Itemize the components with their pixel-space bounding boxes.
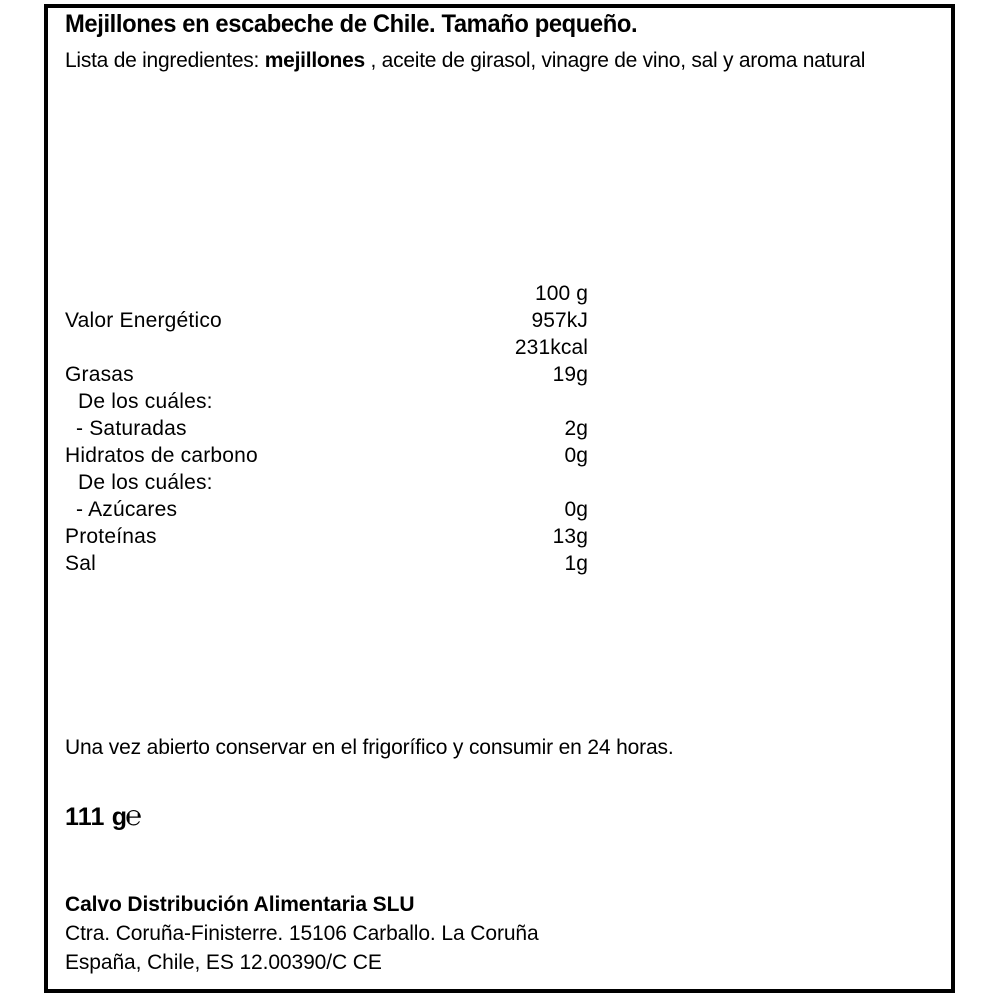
nutrition-value-protein: 13g — [552, 525, 588, 548]
nutrition-table — [48, 282, 951, 579]
table-row — [48, 390, 951, 417]
table-row — [48, 363, 951, 390]
nutrition-label-salt: Sal — [65, 552, 96, 575]
table-row — [48, 417, 951, 444]
nutrition-label-energy: Valor Energético — [65, 309, 222, 332]
product-title: Mejillones en escabeche de Chile. Tamaño pequeño. — [65, 10, 638, 38]
storage-instructions: Una vez abierto conservar en el frigorífico y consumir en 24 horas. — [65, 736, 674, 759]
nutrition-header-row — [48, 282, 951, 309]
ingredients-list — [65, 46, 927, 75]
table-row — [48, 444, 951, 471]
table-row — [48, 471, 951, 498]
nutrition-value-energy-kj: 957kJ — [531, 309, 588, 332]
table-row — [48, 309, 951, 336]
nutrition-label-protein: Proteínas — [65, 525, 157, 548]
net-weight-amount: 111 g — [65, 803, 128, 831]
nutrition-column-header: 100 g — [534, 282, 588, 305]
nutrition-value-fat: 19g — [552, 363, 588, 386]
nutrition-value-salt: 1g — [564, 552, 588, 575]
table-row — [48, 525, 951, 552]
manufacturer-name: Calvo Distribución Alimentaria SLU — [65, 893, 415, 916]
manufacturer-block — [65, 890, 539, 977]
nutrition-label-saturates: - Saturadas — [76, 417, 187, 440]
nutrition-value-energy-kcal: 231kcal — [514, 336, 588, 359]
table-row — [48, 498, 951, 525]
estimated-sign-icon: ℮ — [125, 800, 143, 831]
ingredients-allergen: mejillones — [264, 49, 365, 72]
nutrition-label-fat: Grasas — [65, 363, 134, 386]
label-frame — [44, 4, 955, 993]
nutrition-label-of-which-fat: De los cuáles: — [78, 390, 213, 413]
ingredients-prefix: Lista de ingredientes: — [65, 49, 265, 72]
nutrition-label-of-which-carbs: De los cuáles: — [78, 471, 213, 494]
ingredients-rest: , aceite de girasol, vinagre de vino, sal y aroma natural — [364, 49, 866, 72]
nutrition-value-sugars: 0g — [564, 498, 588, 521]
table-row — [48, 552, 951, 579]
nutrition-value-carbohydrates: 0g — [564, 444, 588, 467]
nutrition-label-sugars: - Azúcares — [76, 498, 178, 521]
nutrition-label-carbohydrates: Hidratos de carbono — [65, 444, 258, 467]
manufacturer-address: Ctra. Coruña-Finisterre. 15106 Carballo. La Coruña — [65, 922, 539, 945]
nutrition-value-saturates: 2g — [564, 417, 588, 440]
label-content — [48, 8, 951, 989]
net-weight — [65, 800, 142, 832]
manufacturer-country: España, Chile, ES 12.00390/C CE — [65, 951, 382, 974]
table-row — [48, 336, 951, 363]
